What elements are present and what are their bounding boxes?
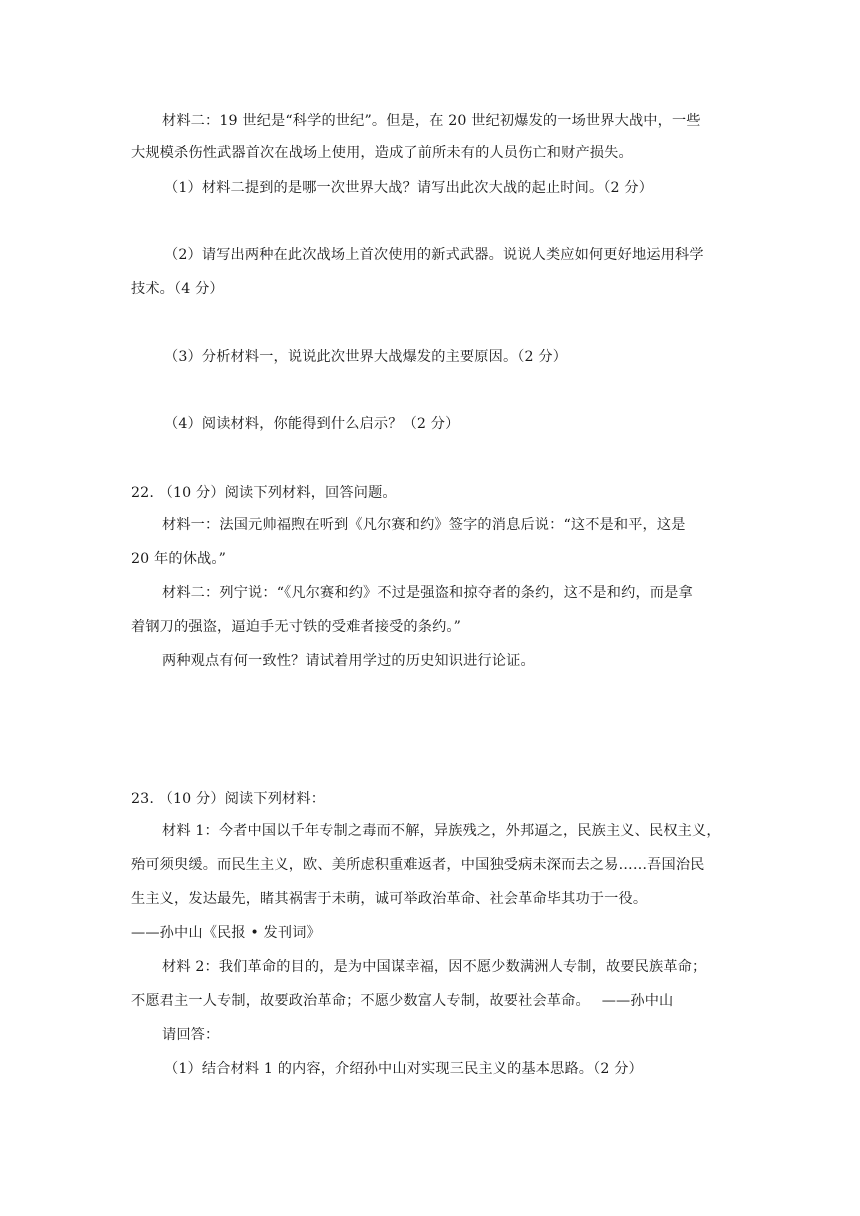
q22-question: 两种观点有何一致性？请试着用学过的历史知识进行论证。 bbox=[162, 653, 535, 669]
q21-sub-question-2-line2: 技术。（4 分） bbox=[131, 281, 224, 297]
q22-material2-line1: 材料二：列宁说：“《凡尔赛和约》不过是强盗和掠夺者的条约，这不是和约，而是拿 bbox=[162, 585, 693, 601]
q21-material2-line1: 材料二：19 世纪是“科学的世纪”。但是，在 20 世纪初爆发的一场世界大战中，一些 bbox=[162, 113, 701, 129]
q23-material1-line1: 材料 1：今者中国以千年专制之毒而不解，异族残之，外邦逼之，民族主义、民权主义， bbox=[162, 823, 721, 839]
q23-material1-line2: 殆可须臾缓。而民生主义，欧、美所虑积重难返者，中国独受病未深而去之易……吾国治民 bbox=[131, 857, 705, 873]
q21-sub-question-3: （3）分析材料一，说说此次世界大战爆发的主要原因。（2 分） bbox=[164, 349, 568, 365]
q23-material2-line2: 不愿君主一人专制，故要政治革命；不愿少数富人专制，故要社会革命。 ——孙中山 bbox=[131, 993, 674, 1009]
q23-material1-source: ——孙中山《民报 • 发刊词》 bbox=[131, 925, 321, 941]
q23-sub-question-1: （1）结合材料 1 的内容，介绍孙中山对实现三民主义的基本思路。（2 分） bbox=[164, 1061, 643, 1077]
q23-material1-line3: 生主义，发达最先，睹其祸害于未萌，诚可举政治革命、社会革命毕其功于一役。 bbox=[131, 891, 648, 907]
q21-sub-question-2-line1: （2）请写出两种在此次战场上首次使用的新式武器。说说人类应如何更好地运用科学 bbox=[164, 247, 704, 263]
q23-prompt: 请回答： bbox=[162, 1027, 220, 1043]
q21-material2-line2: 大规模杀伤性武器首次在战场上使用，造成了前所未有的人员伤亡和财产损失。 bbox=[131, 145, 633, 161]
q23-heading: 23. （10 分）阅读下列材料： bbox=[131, 791, 326, 807]
q21-sub-question-1: （1）材料二提到的是哪一次世界大战？请写出此次大战的起止时间。（2 分） bbox=[164, 180, 654, 196]
q23-material2-line1: 材料 2：我们革命的目的，是为中国谋幸福，因不愿少数满洲人专制，故要民族革命； bbox=[162, 959, 707, 975]
q22-material2-line2: 着钢刀的强盗，逼迫手无寸铁的受难者接受的条约。” bbox=[131, 619, 462, 635]
q22-material1-line2: 20 年的休战。” bbox=[131, 551, 227, 567]
q21-sub-question-4: （4）阅读材料，你能得到什么启示？（2 分） bbox=[164, 416, 460, 432]
q22-heading: 22. （10 分）阅读下列材料，回答问题。 bbox=[131, 485, 397, 501]
q22-material1-line1: 材料一：法国元帅福煦在听到《凡尔赛和约》签字的消息后说：“这不是和平，这是 bbox=[162, 517, 686, 533]
